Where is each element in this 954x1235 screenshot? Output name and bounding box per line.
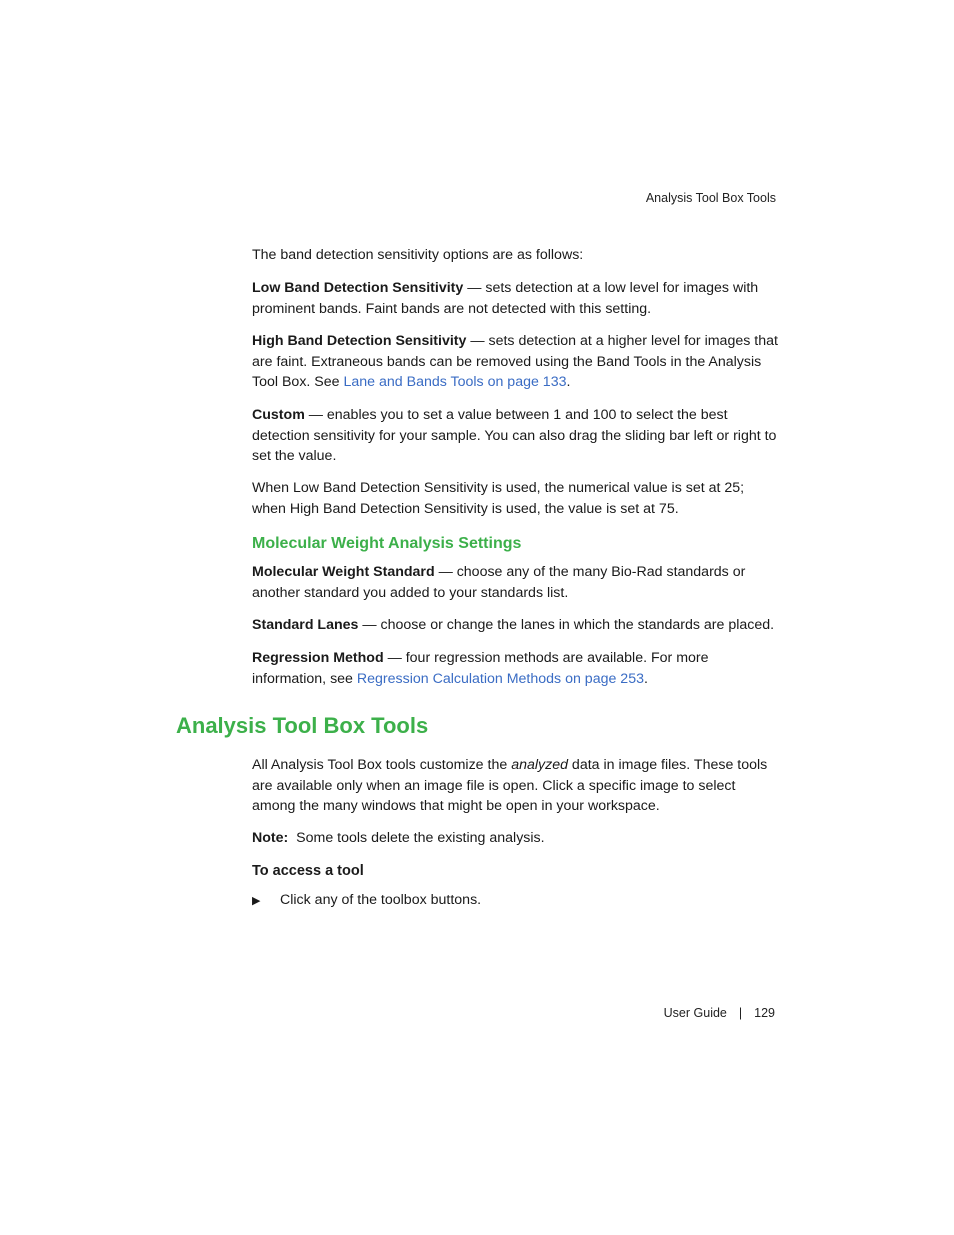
mw-section-heading: Molecular Weight Analysis Settings: [252, 535, 522, 552]
item-term: Regression Method: [252, 650, 384, 666]
arrow-bullet-icon: ▶: [252, 895, 261, 907]
procedure-step: ▶ Click any of the toolbox buttons.: [252, 892, 482, 908]
note-label: Note:: [252, 830, 289, 846]
standard-lanes-item: Standard Lanes — choose or change the lanes in which the standards are placed.: [252, 617, 775, 633]
lane-bands-link[interactable]: Lane and Bands Tools on page 133: [343, 374, 567, 390]
option-term: Custom: [252, 407, 305, 423]
item-term: Standard Lanes: [252, 617, 359, 633]
intro-paragraph: The band detection sensitivity options are as follows:: [252, 247, 584, 263]
option-custom: Custom — enables you to set a value between 1 and 100 to select the best detection sensitivity for your sample. You can also drag the sliding bar left or right to set the value.: [252, 407, 777, 464]
option-high: High Band Detection Sensitivity — sets detection at a higher level for images that are faint. Extraneous bands can be removed using the Band Tools in the Analysis Tool Box. See Lane and Bands Tools on page 133.: [252, 333, 778, 390]
item-term: Molecular Weight Standard: [252, 564, 435, 580]
regression-link[interactable]: Regression Calculation Methods on page 253: [356, 670, 644, 687]
footer-separator: |: [738, 1006, 743, 1020]
mw-standard-item: Molecular Weight Standard — choose any of the many Bio-Rad standards or another standard you added to your standards list.: [252, 564, 746, 601]
regression-method-item: Regression Method — four regression methods are available. For more information, see Regression Calculation Methods on page 253.: [252, 650, 709, 687]
values-note: When Low Band Detection Sensitivity is used, the numerical value is set at 25; when High Band Detection Sensitivity is used, the value is set at 75.: [252, 480, 745, 517]
page-number: 129: [754, 1006, 775, 1020]
footer-guide: User Guide: [663, 1006, 727, 1020]
page-footer: [664, 1006, 775, 1020]
atb-paragraph: All Analysis Tool Box tools customize the analyzed data in image files. These tools are available only when an image file is open. Click a specific image to select among the many windows that might be open in your workspace.: [252, 757, 768, 814]
procedure-title: To access a tool: [252, 863, 364, 879]
option-term: High Band Detection Sensitivity: [252, 333, 467, 349]
note: Note: Some tools delete the existing analysis.: [252, 830, 545, 846]
running-header: Analysis Tool Box Tools: [645, 191, 776, 205]
option-term: Low Band Detection Sensitivity: [252, 280, 464, 296]
option-low: Low Band Detection Sensitivity — sets detection at a low level for images with prominent bands. Faint bands are not detected with this setting.: [252, 280, 759, 317]
atb-section-heading: Analysis Tool Box Tools: [176, 713, 429, 738]
